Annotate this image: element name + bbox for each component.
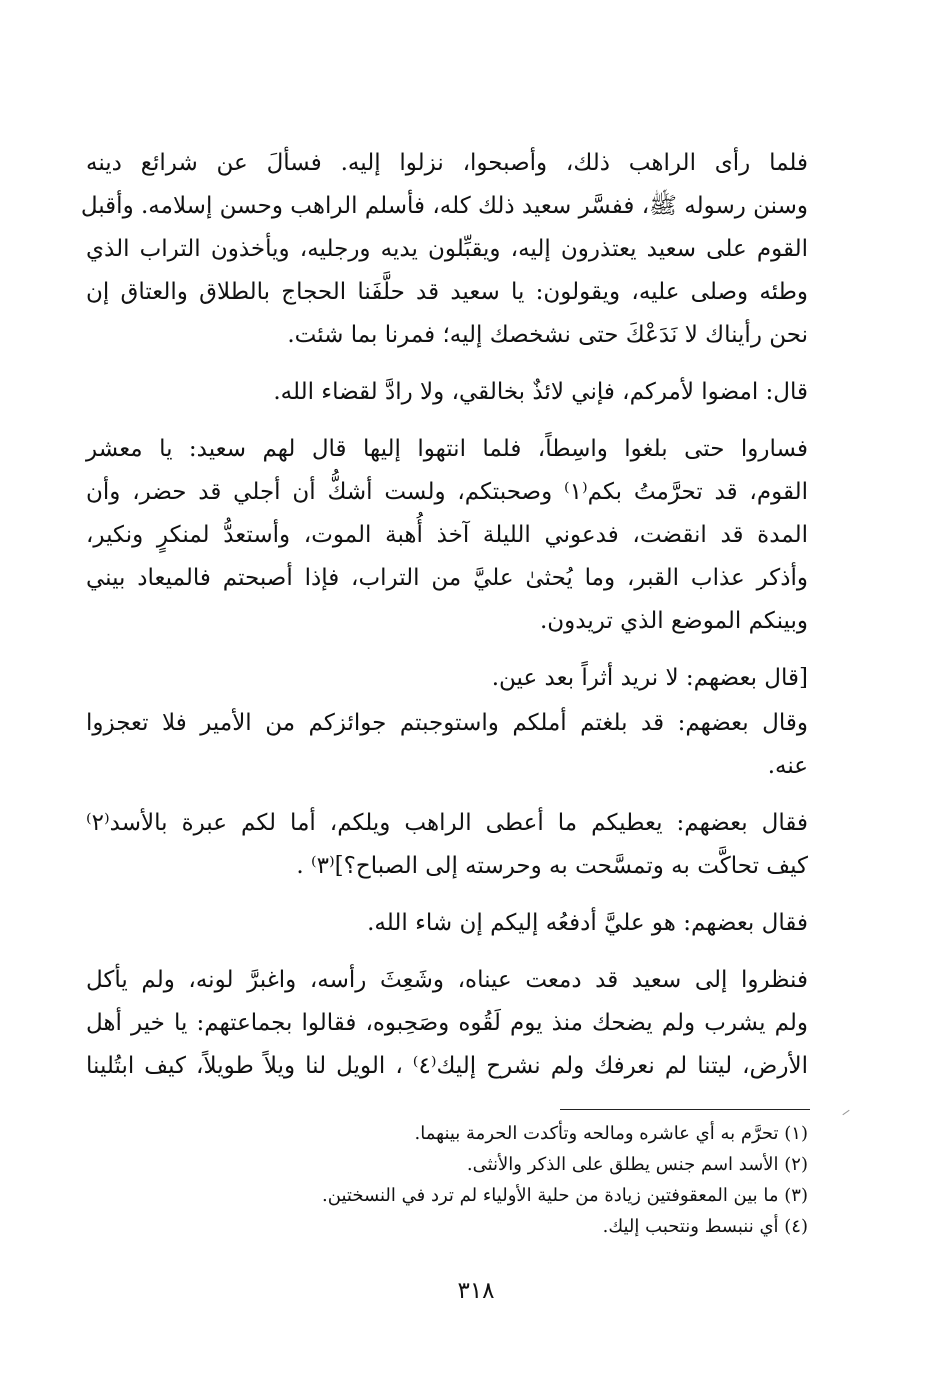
text-line: وقال بعضهم: قد بلغتم أملكم واستوجبتم جوائزكم من الأمير فلا تعجزوا <box>86 710 808 736</box>
paragraph <box>86 802 808 888</box>
text-line: كيف تحاكَّت به وتمسَّحت به وحرسته إلى الصباح؟]⁽٣⁾ . <box>296 853 808 879</box>
scan-mark <box>842 1110 849 1115</box>
text-line: [قال بعضهم: لا نريد أثراً بعد عين. <box>491 665 808 691</box>
footnote-divider <box>560 1109 810 1110</box>
body-text <box>80 142 808 1102</box>
text-line: المدة قد انقضت، فدعوني الليلة آخذ أُهبة الموت، وأستعدُّ لمنكرٍ ونكير، <box>86 522 808 548</box>
paragraph <box>86 702 808 788</box>
text-line: فقال بعضهم: يعطيكم ما أعطى الراهب ويلكم، أما لكم عبرة بالأسد⁽٢⁾ <box>86 810 808 836</box>
text-line: ولم يشرب ولم يضحك منذ يوم لَقُوه وصَحِبوه، فقالوا بجماعتهم: يا خير أهل <box>86 1010 808 1036</box>
text-line: فساروا حتى بلغوا واسِطاً، فلما انتهوا إليها قال لهم سعيد: يا معشر <box>86 436 808 462</box>
text-line: وطئه وصلى عليه، ويقولون: يا سعيد قد حلَّفَنا الحجاج بالطلاق والعتاق إن <box>86 279 808 305</box>
footnotes <box>280 1118 808 1242</box>
paragraph <box>80 142 808 357</box>
text-line: الأرض، ليتنا لم نعرفك ولم نشرح إليك⁽٤⁾ ، الويل لنا ويلاً طويلاً، كيف ابتُلينا <box>86 1053 808 1079</box>
text-line: نحن رأيناك لا نَدَعْكَ حتى نشخصك إليه؛ فمرنا بما شئت. <box>287 322 808 348</box>
footnote: (٢) الأسد اسم جنس يطلق على الذكر والأنثى. <box>466 1154 808 1175</box>
paragraph <box>86 428 808 643</box>
text-line: القوم على سعيد يعتذرون إليه، ويقبِّلون يديه ورجليه، ويأخذون التراب الذي <box>86 236 808 262</box>
paragraph <box>86 959 808 1088</box>
text-line: وبينكم الموضع الذي تريدون. <box>539 608 808 634</box>
text-line: وأذكر عذاب القبر، وما يُحثىٰ عليَّ من التراب، فإذا أصبحتم فالميعاد بيني <box>86 565 808 591</box>
paragraph <box>86 371 808 414</box>
text-line: القوم، قد تحرَّمتُ بكم⁽١⁾ وصحبتكم، ولست أشكُّ أن أجلي قد حضر، وأن <box>86 479 808 505</box>
paragraph <box>86 902 808 945</box>
text-line: وسنن رسوله ﷺ، ففسَّر سعيد ذلك كله، فأسلم الراهب وحسن إسلامه. وأقبل <box>80 193 808 219</box>
text-line: عنه. <box>767 753 808 779</box>
text-line: فنظروا إلى سعيد قد دمعت عيناه، وشَعِثَ رأسه، واغبرَّ لونه، ولم يأكل <box>86 967 808 993</box>
footnote: (٤) أي ننبسط ونتحبب إليك. <box>602 1216 808 1237</box>
text-line: فلما رأى الراهب ذلك، وأصبحوا، نزلوا إليه. فسألَ عن شرائع دينه <box>86 150 808 176</box>
paragraph <box>86 657 808 700</box>
text-line: قال: امضوا لأمركم، فإني لائذٌ بخالقي، ولا رادَّ لقضاء الله. <box>273 379 808 405</box>
footnote: (٣) ما بين المعقوفتين زيادة من حلية الأولياء لم ترد في النسختين. <box>322 1185 808 1206</box>
page-number: ٣١٨ <box>457 1278 495 1304</box>
footnote: (١) تحرَّم به أي عاشره ومالحه وتأكدت الحرمة بينهما. <box>414 1123 808 1144</box>
text-line: فقال بعضهم: هو عليَّ أدفعُه إليكم إن شاء الله. <box>367 910 808 936</box>
